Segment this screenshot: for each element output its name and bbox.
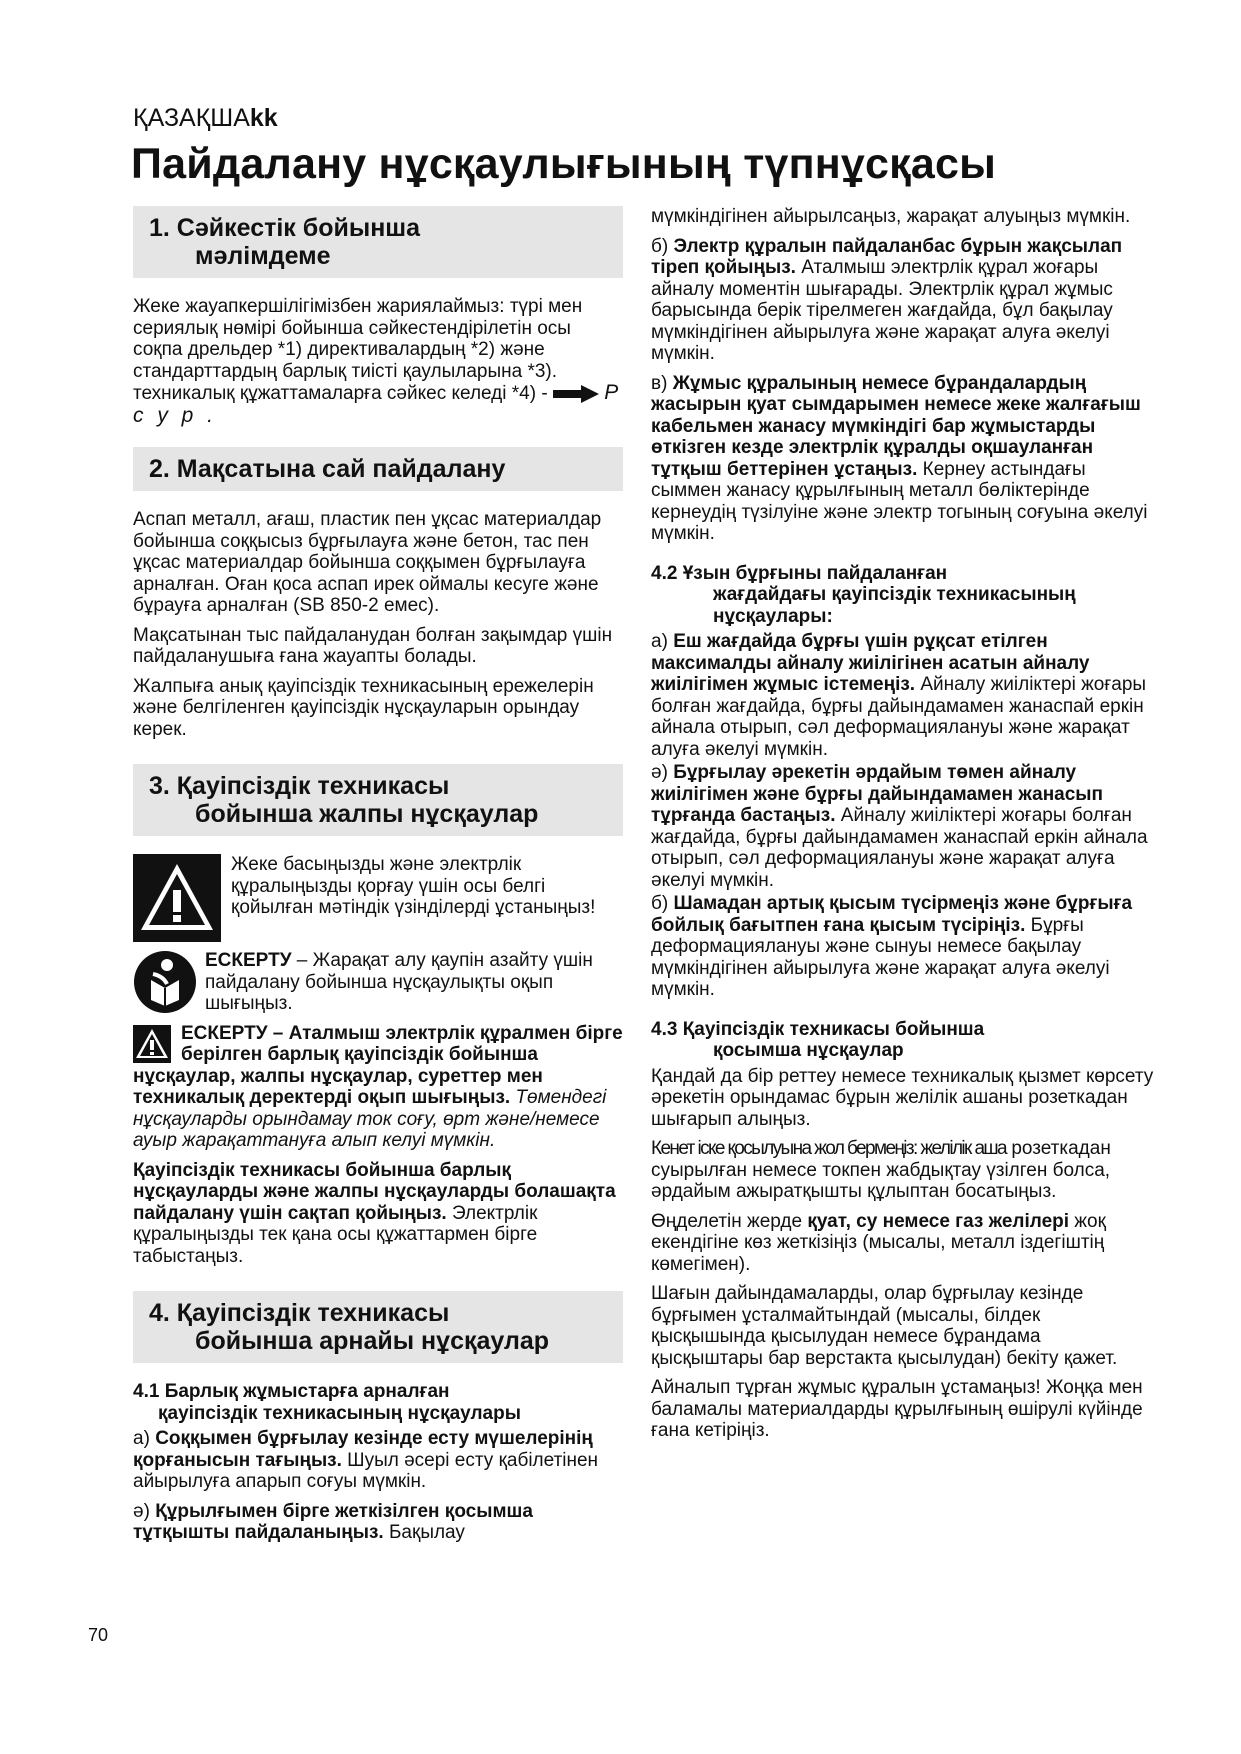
paragraph-unexpected-start-text: розеткадан суырылған немесе токпен жабдықтау үзілген болса, әрдайым ажыратқышты құлыптан босатыңыз. bbox=[651, 1138, 1111, 1202]
item-4-1-b-text: Аталмыш электрлік құрал жоғары айналу моментін шығарады. Электрлік құрал жұмыс барысында берік тірелмеген жағдайда, бұл бақылау мүмкіндігінен айырылуға және жарақат алуға әкелуі мүмкін. bbox=[651, 257, 1113, 364]
item-4-1-ae-prefix: ә) bbox=[133, 1500, 156, 1522]
language-label bbox=[133, 104, 278, 133]
item-4-1-ae bbox=[133, 1501, 623, 1544]
subsection-4-1-heading bbox=[133, 1381, 623, 1424]
keep-instructions-text: Электрлік құралыңызды тек қана осы құжаттармен бірге табыстаңыз. bbox=[133, 1202, 538, 1267]
item-4-1-ae-text: Бақылау bbox=[383, 1522, 465, 1543]
item-4-2-a-text: Айналу жиіліктері жоғары болған жағдайда, бұрғы дайындамамен жанаспай еркін айнала отырып, сәл деформациялануы және жарақат алуға әкелуі мүмкін. bbox=[651, 674, 1147, 760]
item-4-1-ae-bold: Құрылғымен бірге жеткізілген қосымша тұтқышты пайдаланыңыз. bbox=[133, 1500, 533, 1543]
section-1-heading bbox=[133, 206, 623, 278]
item-4-1-v bbox=[651, 373, 1156, 545]
item-4-1-b-bold: Электр құралын пайдаланбас бұрын жақсылап тіреп қойыңыз. bbox=[651, 235, 1123, 278]
read-manual-note bbox=[133, 950, 623, 1015]
general-warning-text bbox=[133, 1023, 623, 1152]
item-4-2-ae-text: Айналу жиіліктері жоғары болған жағдайда, бұрғы дайындамамен жанаспай еркін айнала отырып, сәл деформациялануы және жарақат алуға әкелуі мүмкін. bbox=[651, 805, 1148, 891]
item-4-1-a-text: Шуыл әсері есту қабілетінен айырылуға апарып соғуы мүмкін. bbox=[133, 1449, 599, 1492]
language-name: ҚАЗАҚША bbox=[133, 104, 250, 132]
section-2-paragraph-1: Аспап металл, ағаш, пластик пен ұқсас материалдар бойынша соққысыз бұрғылауға және бетон, тас пен ұқсас материалдар бойынша соққымен бұрғылауға арналған. Оған қоса аспап ирек оймалы кесуге және бұрауға арналған (SB 850-2 емес). bbox=[133, 509, 602, 616]
item-4-1-b-prefix: б) bbox=[651, 235, 674, 257]
warning-symbol-text: Жеке басыңызды және электрлік құралыңызды қорғау үшін осы белгі қойылған мәтіндік үзінділерді ұстаныңыз! bbox=[231, 854, 596, 918]
read-manual-icon bbox=[133, 950, 197, 1014]
section-1-title-line-1: 1. Сәйкестік бойынша bbox=[149, 214, 421, 242]
section-1-title-line-2: мәлімдеме bbox=[195, 242, 331, 270]
language-code: kk bbox=[249, 104, 278, 132]
paragraph-hidden-lines-lead: Өңделетін жерде bbox=[651, 1210, 808, 1232]
continued-text: мүмкіндігінен айырылсаңыз, жарақат алуыңыз мүмкін. bbox=[651, 206, 1131, 227]
item-4-2-a bbox=[651, 631, 1156, 760]
keep-instructions-bold: Қауіпсіздік техникасы бойынша барлық нұсқауларды және жалпы нұсқауларды болашақта пайдалану үшін сақтап қойыңыз. bbox=[133, 1159, 616, 1224]
warning-label: ЕСКЕРТУ bbox=[205, 950, 292, 971]
warning-symbol-note bbox=[133, 854, 623, 942]
section-3-title-line-2: бойынша жалпы нұсқаулар bbox=[195, 800, 539, 828]
section-2-paragraph-2: Мақсатынан тыс пайдаланудан болған зақымдар үшін пайдаланушыға ғана жауапты болады. bbox=[133, 624, 613, 667]
item-4-2-b-prefix: б) bbox=[651, 893, 674, 914]
section-4-title-line-1: 4. Қауіпсіздік техникасы bbox=[149, 1299, 450, 1327]
paragraph-hidden-lines-text: жоқ екендігіне көз жеткізіңіз (мысалы, металл іздегіштің көмегімен). bbox=[651, 1210, 1106, 1275]
document-title: Пайдалану нұсқаулығының түпнұсқасы bbox=[131, 140, 997, 188]
paragraph-unplug: Қандай да бір реттеу немесе техникалық қызмет көрсету әрекетін орындамас бұрын желілік ашаны розеткадан шығарып алыңыз. bbox=[651, 1065, 1154, 1130]
subsection-4-3-heading bbox=[651, 1019, 1156, 1062]
section-3-title-line-1: 3. Қауіпсіздік техникасы bbox=[149, 772, 450, 800]
subsection-4-2-heading bbox=[651, 563, 1156, 628]
section-4-heading bbox=[133, 1291, 623, 1363]
paragraph-unexpected-start-lead: Кенет іске қосылуына жол бермеңіз: желілік аша bbox=[651, 1138, 1007, 1159]
paragraph-hidden-lines bbox=[651, 1211, 1156, 1276]
left-column bbox=[133, 206, 623, 1552]
paragraph-small-workpieces: Шағын дайындамаларды, олар бұрғылау кезінде бұрғымен ұсталмайтындай (мысалы, білдек қысқышында қысылудан немесе бұрандама қысқыштары бар верстакта қысылудан) бекіту қажет. bbox=[651, 1283, 1118, 1369]
documentation-ref: Р с у р . bbox=[133, 381, 623, 427]
keep-instructions bbox=[133, 1160, 623, 1268]
item-4-1-a bbox=[133, 1428, 623, 1493]
paragraph-hidden-lines-bold: қуат, су немесе газ желілері bbox=[807, 1210, 1070, 1232]
warning-triangle-icon bbox=[133, 854, 221, 942]
warning-triangle-small-icon bbox=[133, 1025, 171, 1063]
subsection-4-1-line-1: 4.1 Барлық жұмыстарға арналған bbox=[133, 1381, 450, 1402]
item-4-1-a-bold: Соққымен бұрғылау кезінде есту мүшелерінің қорғанысын тағыңыз. bbox=[133, 1428, 593, 1471]
item-4-1-b bbox=[651, 236, 1156, 365]
item-4-2-ae-prefix: ә) bbox=[651, 762, 674, 783]
subsection-4-2-line-2: жағдайдағы қауіпсіздік техникасының нұсқаулары: bbox=[713, 584, 1076, 627]
item-4-2-b-bold: Шамадан артық қысым түсірмеңіз және бұрғыға бойлық бағытпен ғана қысым түсіріңіз. bbox=[651, 893, 1133, 936]
item-4-2-ae bbox=[651, 762, 1156, 891]
section-2-paragraph-3: Жалпыға анық қауіпсіздік техникасының ережелерін және белгіленген қауіпсіздік нұсқауларын орындау керек. bbox=[133, 675, 594, 740]
item-4-2-b bbox=[651, 893, 1156, 1001]
item-4-1-v-text: Кернеу астындағы сыммен жанасу құрылғының металл бөліктерінде кернеудің түзілуіне және электр тогының соғуына әкелуі мүмкін. bbox=[651, 458, 1148, 544]
page-number: 70 bbox=[88, 1625, 109, 1645]
item-4-2-a-bold: Еш жағдайда бұрғы үшін рұқсат етілген максималды айналу жиілігінен асатын айналу жиілігімен жұмыс істемеңіз. bbox=[651, 631, 1090, 695]
right-column bbox=[651, 206, 1156, 1450]
subsection-4-3-line-2: қосымша нұсқаулар bbox=[713, 1040, 904, 1061]
item-4-1-v-prefix: в) bbox=[651, 372, 673, 394]
section-2-heading bbox=[133, 447, 623, 491]
subsection-4-2-line-1: 4.2 Ұзын бұрғыны пайдаланған bbox=[651, 562, 948, 584]
subsection-4-3-line-1: 4.3 Қауіпсіздік техникасы бойынша bbox=[651, 1018, 985, 1040]
general-warning-italic: Төмендегі нұсқауларды орындамау ток соғу, өрт және/немесе ауыр жарақаттануға алып келуі мүмкін. bbox=[133, 1087, 607, 1151]
paragraph-rotating-tool: Айналып тұрған жұмыс құралын ұстамаңыз! Жоңқа мен баламалы материалдарды құрылғының өшірулі күйінде ғана кетіріңіз. bbox=[651, 1377, 1143, 1441]
section-2-title: 2. Мақсатына сай пайдалану bbox=[149, 455, 506, 483]
item-4-2-b-text: Бұрғы деформациялануы және сынуы немесе бақылау мүмкіндігінен айырылуға және жарақат алуға әкелуі мүмкін. bbox=[651, 914, 1110, 1000]
item-4-1-v-bold: Жұмыс құралының немесе бұрандалардың жасырын қуат сымдарымен немесе жеке жалғағыш кабельмен жанасу мүмкіндігі бар жұмыстарды өткізген кезде электрлік құралды оқшауланған тұтқыш беттерінен ұстаңыз. bbox=[651, 372, 1141, 480]
item-4-1-a-prefix: а) bbox=[133, 1428, 156, 1449]
general-warning bbox=[133, 1023, 623, 1152]
section-1-body bbox=[133, 296, 623, 427]
section-1-text: Жеке жауапкершілігімізбен жариялаймыз: түрі мен сериялық нөмірі бойынша сәйкестендірілетін осы соқпа дрельдер *1) директивалардың *2) және стандарттардың барлық тиісті қаулыларына *3). техникалық құжаттамаларға сәйкес келеді *4) - bbox=[133, 296, 583, 404]
general-warning-bold: ЕСКЕРТУ – Аталмыш электрлік құралмен бірге берілген барлық қауіпсіздік бойынша нұсқаулар, жалпы нұсқаулар, суреттер мен техникалық деректерді оқып шығыңыз. bbox=[133, 1022, 623, 1108]
item-4-2-a-prefix: а) bbox=[651, 631, 674, 652]
section-4-title-line-2: бойынша арнайы нұсқаулар bbox=[195, 1327, 550, 1355]
subsection-4-1-line-2: қауіпсіздік техникасының нұсқаулары bbox=[158, 1402, 521, 1424]
item-4-2-ae-bold: Бұрғылау әрекетін әрдайым төмен айналу жиілігімен және бұрғы дайындамамен жанасып тұрғанда бастаңыз. bbox=[651, 762, 1104, 826]
read-manual-text bbox=[205, 950, 623, 1015]
section-3-heading bbox=[133, 764, 623, 836]
arrow-right-icon bbox=[553, 385, 599, 403]
read-manual-body: – Жарақат алу қаупін азайту үшін пайдалану бойынша нұсқаулықты оқып шығыңыз. bbox=[205, 950, 593, 1014]
paragraph-unexpected-start bbox=[651, 1138, 1156, 1203]
